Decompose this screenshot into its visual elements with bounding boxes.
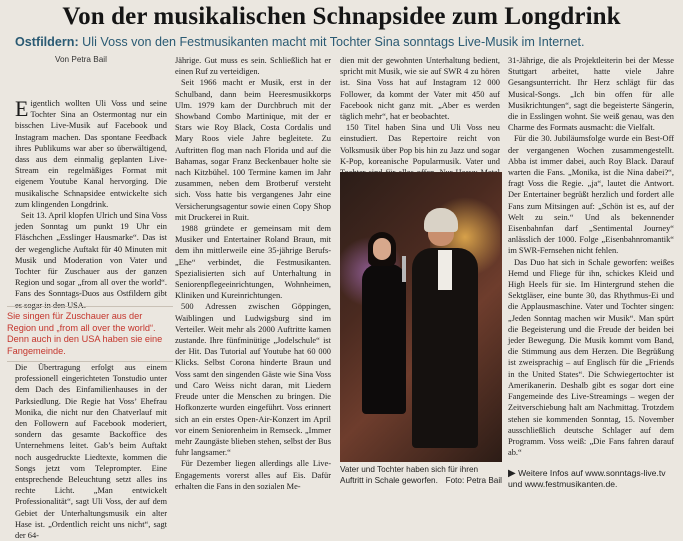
paragraph: Die Übertragung erfolgt aus einem professionell eingerichteten Tonstudio unter dem Dach des Einfamilienhauses in der Parksiedlung. Die Regie hat Voss’ Ehefrau Monika, die nicht nur den Chatverlauf mit den Followern auf Facebook moderiert, sondern das gesamte Backoffice des Unternehmens leitet. Gab’s beim Auftakt noch ausgedruckte Liedtexte, kommen die Songs jetzt vom Teleprompter. Eine entsprechende Beleuchtung setzt alles ins rechte Licht. „Man entwickelt Professionalität“, sagt Uli Voss, der auf dem Gebiet der Unterhaltungsmusik ein alter Hase ist. „Ordentlich reicht uns nicht“, sagt der 64- [15, 363, 167, 541]
paragraph: Für die 30. Jubiläumsfolge wurde ein Best-Off der vergangenen Wochen zusammengestellt. Abba ist immer dabei, auch Roy Black. Darauf warten die Fans. „Monika, ist die Nina dabei?“, fragt Voss die Regie. „ja“, lautet die Antwort. Der Entertainer begrüßt herzlich und fordert alle Fans zum Mitsingen auf: „Schön ist es, auf der Welt zu sein.“ Und als bekennender Eisenbahnfan darf „Sentimental Journey“ anlässlich der 1000. Folge „Eisenbahnromantik“ im SWR-Fernsehen nicht fehlen. [508, 134, 674, 256]
info-footer [508, 468, 678, 490]
article-column-4 [508, 55, 674, 467]
article-column-3 [340, 55, 500, 169]
subheadline [15, 34, 675, 50]
caption-text: Vater und Tochter haben sich für ihren Auftritt in Schale geworfen. [340, 465, 479, 485]
photo-credit: Foto: Petra Bail [445, 475, 502, 485]
paragraph: dien mit der gewohnten Unterhaltung bedient, spricht mit Musik, wie sie auf SWR 4 zu hören ist. Sina Voss hat auf Instagram 12 000 Follower, da kommt der Vater mit 450 auf Facebook nicht ganz mit. „Aber es werden täglich mehr“, hat er beobachtet. [340, 56, 500, 122]
paragraph: 1988 gründete er gemeinsam mit dem Musiker und Entertainer Roland Braun, mit dem ihn mittlerweile eine 35-jährige Berufs- „Ehe“ verbindet, die Festmusikanten. Spezialisierten sich auf Unterhaltung in Seniorenpflegeeinrichtungen, Wohnheimen, Kliniken und Kureinrichtungen. [175, 224, 331, 301]
microphone [402, 256, 406, 282]
paragraph: 150 Titel haben Sina und Uli Voss neu einstudiert. Das Repertoire reicht von Volksmusik über Pop bis hin zu Jazz und sogar K-Pop, koreanische Popularmusik. Vater und [340, 123, 500, 166]
paragraph: 500 Adressen zwischen Göppingen, Waiblingen und Ludwigsburg sind im Verteiler. Weit mehr als 2000 Auftritte kamen zustande. Ihre fünfminütige „Jodelschule“ ist der Hit. Das Tutorial auf Youtube hat 60 000 Klicks. Selbst Corona hinderte Braun und Voss samt den singenden Gäste wie Sina Voss und Caro Weiss nicht daran, mit Liedern Freude unter die Menschen zu bringen. Die Hofkonzerte wurden eingeführt. Voss erinnert sich an ein erstes Open-Air-Konzert im April vor einem Seniorenheim in Remseck. „Immer mehr Zaungäste blieben stehen, selbst der Bus fuhr langsamer.“ [175, 302, 331, 458]
paragraph: 31-Jährige, die als Projektleiterin bei der Messe Stuttgart arbeitet, hatte viele Jahre Gesangsunterricht. Ihr Herz schlägt für das Musical-Songs. „Ich bin offen für alle Musikrichtungen“, sagt die begeisterte Sängerin, die in Esslingen wohnt. Sie weiß genau, was den Charme des Formats ausmacht: die Vielfalt. [508, 56, 674, 133]
paragraph [15, 98, 167, 210]
woman-figure [362, 264, 406, 414]
byline: Von Petra Bail [55, 55, 107, 64]
paragraph: Das Duo hat sich in Schale geworfen: weißes Hemd und Fliege für ihn, schickes Kleid und High Heels für sie. Im Hintergrund stehen die Sektgläser, eine bunte 30, das Rhythmus-Ei und die Applausmaschine. Vater und Tochter singen: „Jeden Sonntag machen wir Musik“. Man spürt die Begeisterung und die Freude der beiden bei jeder Bewegung. Die Musik kommt vom Band, die Stimmung aus dem Herzen. Die Begrüßung ist zweisprachig – auf Englisch für die „Friends in the United States“. Die Schwiegertochter ist Amerikanerin. Deshalb gibt es sogar dort eine Fangemeinde des Live-Streamings – wegen der Zeitverschiebung halt am Nachmittag. Trotzdem stehen sie kommenden Sonntag, 15. November ausschließlich deutsche Schlager auf dem Programm. Voss weiß: „Die Fans fahren darauf ab.“ [508, 257, 674, 458]
paragraph-text: gliche Auftakt für 40 Minuten mit Musik und Moderation von Vater und Tochter für Zuschauer aus der ganzen Region und sogar „from all over the world“. Fans des Sonntags-Duos aus Ostfildern gibt es sogar in den USA. [15, 244, 167, 310]
pull-quote: Sie singen für Zuschauer aus der Region und „from all over the world“. Denn auch in den USA haben sie eine Fangemeinde. [7, 306, 173, 362]
paragraph-text: igentlich wollten Uli Voss und seine Tochter Sina an Ostermontag nur ein bisschen Live-Musik auf Facebook und Instagram machen. Das spontane Feedback ihres Publikums war aber so überwältigend, dass aus dem einmalig geplanten Live-Stream ein regelmäßiges Format mit eigenem Youtube Kanal hervorging. Die musikalische Schnapsidee entwickelte sich zum klingenden Longdrink. [15, 99, 167, 209]
photo-father-daughter [340, 172, 502, 462]
article-column-1 [15, 96, 167, 310]
drop-cap: E [15, 96, 29, 121]
paragraph: Seit 1966 macht er Musik, erst in der Schulband, dann beim Heeresmusikkorps Ulm. 1979 kam der Durchbruch mit der Showband Combo Martinique, mit der er Stars wie Roy Black, Costa Cordalis und Mary Roos viele Jahre begleitete. Zu Auftritten flog man nach Florida und auf die Bahamas, sogar Franz Beckenbauer holte sie nach Kitzbühel. 100 Termine kamen im Jahr zusammen, neben dem Brotberuf versteht sich. Voss hatte bis vergangenes Jahr eine Versicherungsagentur sowie einen Copy Shop mit Druckerei in Ruit. [175, 78, 331, 222]
photo-caption [340, 465, 502, 486]
headline: Von der musikalischen Schnapsidee zum Longdrink [62, 3, 621, 30]
paragraph [15, 210, 167, 311]
footer-text: Weitere Infos auf www.sonntags-live.tv und www.festmusikanten.de. [508, 468, 666, 489]
article-column-1-lower [15, 362, 167, 541]
subhead-place: Ostfildern: [15, 35, 79, 49]
paragraph: Für Dezember liegen allerdings alle Live-Engagements vorerst alles auf Eis. Dafür erhalten die Fans in den sozialen Me- [175, 459, 331, 491]
article-column-2 [175, 55, 331, 491]
subhead-text: Uli Voss von den Festmusikanten macht mit Tochter Sina sonntags Live-Musik im Internet. [78, 35, 585, 49]
arrow-icon: ▶ [508, 468, 516, 479]
paragraph-text: Seit 13. April klopfen Ulrich und Sina Voss jeden Sonntag um punkt 19 Uhr ein Fläschchen „Esslinger Hausmarke“. Das ist der wegen [15, 211, 167, 254]
paragraph: Jährige. Gut muss es sein. Schließlich hat er einen Ruf zu verteidigen. [175, 56, 331, 77]
